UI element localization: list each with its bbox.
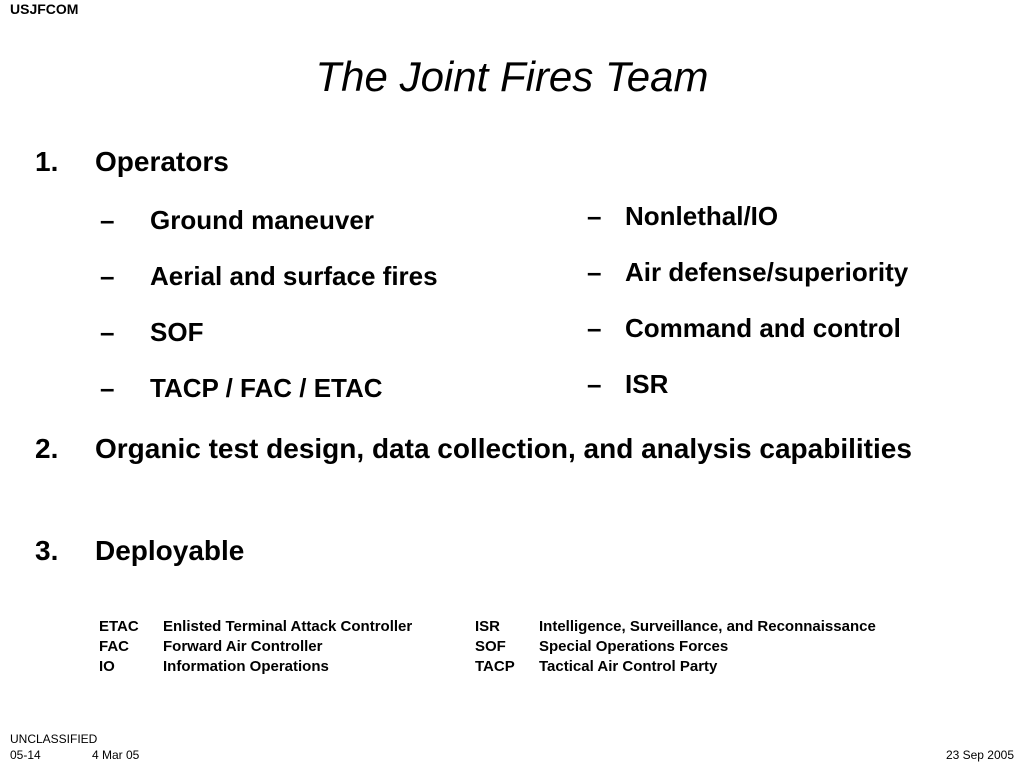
list-item-organic-test (35, 429, 915, 469)
item-text: Deployable (95, 535, 245, 566)
abbr-term: FAC (99, 638, 129, 655)
sub-item-label: Aerial and surface fires (150, 261, 438, 291)
sub-item-label: Ground maneuver (150, 205, 374, 235)
abbr-definition: Enlisted Terminal Attack Controller (163, 618, 413, 635)
dash-bullet: – (100, 373, 115, 403)
sub-item-label: SOF (150, 317, 204, 347)
abbr-definition: Information Operations (163, 658, 329, 675)
dash-bullet: – (587, 313, 602, 343)
sub-item-air-defense (587, 255, 908, 289)
sub-item-isr (587, 367, 668, 401)
item-text: Organic test design, data collection, and analysis capabilities (95, 433, 912, 464)
abbr-definition: Intelligence, Surveillance, and Reconnaissance (539, 618, 876, 635)
sub-item-label: Command and control (625, 313, 901, 343)
slide-code: 05-14 (10, 748, 41, 762)
abbr-term: ETAC (99, 618, 139, 635)
abbr-definition: Forward Air Controller (163, 638, 323, 655)
org-label: USJFCOM (10, 1, 79, 17)
abbr-term: TACP (475, 658, 515, 675)
dash-bullet: – (100, 317, 115, 347)
classification-label: UNCLASSIFIED (10, 732, 98, 746)
footer-date-left: 4 Mar 05 (92, 748, 140, 762)
item-number: 2. (35, 433, 59, 464)
abbr-row (99, 617, 876, 637)
dash-bullet: – (587, 369, 602, 399)
footer-left (10, 731, 139, 763)
slide-title: The Joint Fires Team (315, 53, 709, 100)
abbreviations-table (99, 617, 876, 677)
sub-item-ground-maneuver (100, 203, 374, 237)
abbr-definition: Tactical Air Control Party (539, 658, 718, 675)
abbr-term: IO (99, 658, 115, 675)
sub-item-sof (100, 315, 203, 349)
dash-bullet: – (587, 201, 602, 231)
dash-bullet: – (100, 261, 115, 291)
sub-item-label: Nonlethal/IO (625, 201, 779, 231)
list-item-operators (35, 142, 915, 182)
sub-item-tacp-fac-etac (100, 371, 383, 405)
abbr-term: ISR (475, 618, 501, 635)
footer-meta (10, 747, 139, 763)
abbr-row (99, 637, 876, 657)
sub-item-label: ISR (625, 369, 669, 399)
dash-bullet: – (587, 257, 602, 287)
sub-item-label: Air defense/superiority (625, 257, 909, 287)
sub-item-aerial-surface-fires (100, 259, 438, 293)
item-number: 1. (35, 146, 59, 177)
abbr-definition: Special Operations Forces (539, 638, 729, 655)
footer-date-right: 23 Sep 2005 (945, 748, 1014, 762)
sub-item-command-control (587, 311, 901, 345)
abbr-row (99, 657, 876, 677)
sub-item-nonlethal-io (587, 199, 778, 233)
abbr-term: SOF (475, 638, 506, 655)
dash-bullet: – (100, 205, 115, 235)
item-number: 3. (35, 535, 59, 566)
sub-item-label: TACP / FAC / ETAC (150, 373, 383, 403)
list-item-deployable (35, 531, 915, 571)
item-text: Operators (95, 146, 229, 177)
